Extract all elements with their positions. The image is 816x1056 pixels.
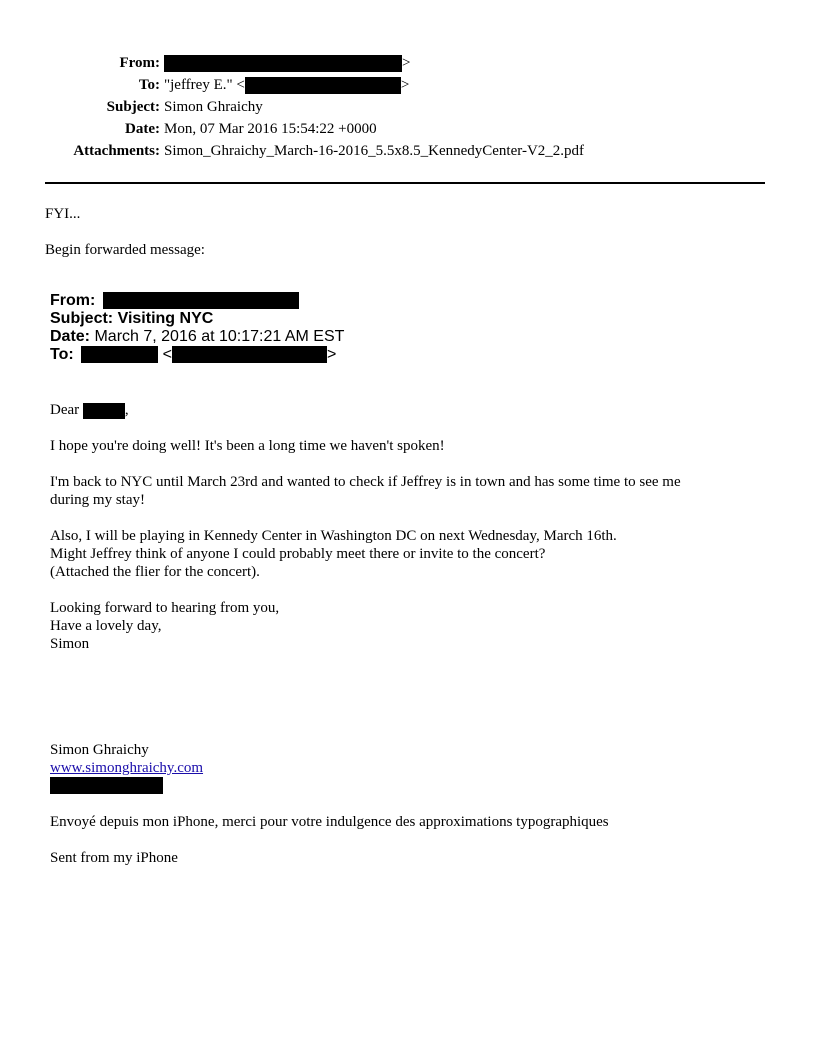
sent-from-iphone: Sent from my iPhone	[50, 850, 178, 866]
body-paragraph-3-line-1: Also, I will be playing in Kennedy Center in Washington DC on next Wednesday, March 16th.	[50, 528, 617, 544]
forwarded-subject-label: Subject:	[50, 310, 114, 327]
header-attachments-label: Attachments:	[73, 143, 160, 159]
redaction-block	[172, 346, 327, 363]
closing-line-2: Have a lovely day,	[50, 618, 162, 634]
forwarded-subject-value: Visiting NYC	[117, 310, 214, 327]
forwarded-date-row	[50, 328, 344, 346]
body-paragraph-3-line-3: (Attached the flier for the concert).	[50, 564, 260, 580]
redaction-block	[81, 346, 158, 363]
header-attachments-value[interactable]: Simon_Ghraichy_March-16-2016_5.5x8.5_KennedyCenter-V2_2.pdf	[164, 143, 585, 159]
forwarded-to-row	[50, 346, 336, 364]
header-from-label: From:	[119, 55, 160, 71]
header-to-label: To:	[138, 77, 160, 93]
redaction-block	[245, 77, 401, 94]
header-to-row	[0, 75, 816, 95]
header-subject-value: Simon Ghraichy	[164, 99, 263, 115]
header-divider	[45, 182, 765, 184]
closing-line-3: Simon	[50, 636, 90, 652]
header-date-row	[0, 119, 816, 139]
body-paragraph-1: I hope you're doing well! It's been a long time we haven't spoken!	[50, 438, 445, 454]
greeting-prefix: Dear	[50, 402, 80, 418]
redaction-block	[50, 777, 163, 794]
header-from-suffix: >	[402, 55, 411, 71]
forwarded-to-label: To:	[50, 346, 74, 363]
header-subject-row	[0, 97, 816, 117]
body-paragraph-2-line-2: during my stay!	[50, 492, 145, 508]
header-to-suffix: >	[400, 77, 410, 93]
signature-name: Simon Ghraichy	[50, 742, 149, 758]
forwarded-from-row	[50, 292, 299, 310]
header-to-value	[164, 75, 409, 95]
fyi-text: FYI...	[45, 206, 81, 222]
signature-website-link[interactable]: www.simonghraichy.com	[50, 760, 204, 776]
header-from-row	[0, 53, 816, 73]
redaction-block	[103, 292, 299, 309]
forwarded-to-close: >	[326, 346, 337, 363]
redaction-block	[83, 403, 125, 419]
body-paragraph-3-line-2: Might Jeffrey think of anyone I could probably meet there or invite to the concert?	[50, 546, 546, 562]
greeting-suffix: ,	[124, 402, 129, 418]
sent-from-iphone-french: Envoyé depuis mon iPhone, merci pour votre indulgence des approximations typographiques	[50, 814, 609, 830]
redaction-block	[164, 55, 402, 72]
forwarded-date-label: Date:	[50, 328, 91, 345]
forwarded-date-value: March 7, 2016 at 10:17:21 AM EST	[94, 328, 345, 345]
body-paragraph-2-line-1: I'm back to NYC until March 23rd and wanted to check if Jeffrey is in town and has some time to see me	[50, 474, 681, 490]
forwarded-subject-row	[50, 310, 213, 328]
header-from-value	[164, 53, 410, 73]
header-date-value: Mon, 07 Mar 2016 15:54:22 +0000	[164, 121, 377, 137]
forwarded-to-open: <	[162, 346, 172, 363]
greeting	[50, 401, 129, 419]
closing-line-1: Looking forward to hearing from you,	[50, 600, 280, 616]
header-subject-label: Subject:	[106, 99, 160, 115]
begin-forwarded-text: Begin forwarded message:	[45, 242, 205, 258]
forwarded-from-label: From:	[50, 292, 96, 309]
header-to-prefix: "jeffrey E." <	[164, 77, 245, 93]
header-attachments-row	[0, 141, 816, 161]
header-date-label: Date:	[125, 121, 160, 137]
